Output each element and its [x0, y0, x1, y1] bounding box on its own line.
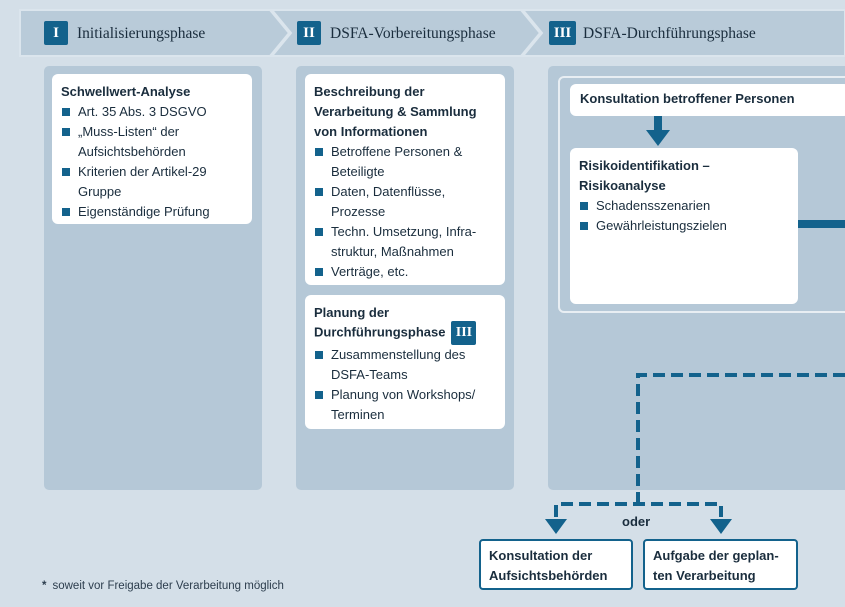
- phase-3-badge: III: [549, 21, 576, 45]
- phase-3-reference-badge: III: [451, 321, 476, 345]
- list-item: Planung von Workshops/ Terminen: [314, 385, 496, 425]
- footnote: [42, 580, 290, 592]
- right-arrow-head: [710, 519, 732, 534]
- affected-persons-consultation-label: Konsultation betroffener Personen: [580, 91, 795, 106]
- phase-3-title: DSFA-Durchführungsphase: [583, 25, 756, 42]
- list-item: Zusammenstellung des DSFA-Teams: [314, 345, 496, 385]
- or-label: oder: [622, 514, 651, 529]
- dashed-feedback-line: [638, 375, 845, 504]
- risk-analysis-title: Risikoidentifikation – Risikoanalyse: [579, 158, 710, 193]
- threshold-analysis-title: Schwellwert-Analyse: [61, 84, 191, 99]
- list-item: Verträge, etc.: [314, 262, 496, 282]
- list-item: Eigenständige Prüfung: [61, 202, 243, 222]
- list-item: Schadensszenarien: [579, 196, 789, 216]
- list-item: Daten, Datenflüsse, Prozesse: [314, 182, 496, 222]
- abandon-processing-box: Aufgabe der geplanten Verarbeitung: [643, 539, 798, 590]
- list-item: Gewährleistungszielen: [579, 216, 789, 236]
- supervisory-authority-consultation-box: Konsultation der Aufsichtsbehörden: [479, 539, 633, 590]
- phase-2-title: DSFA-Vorbereitungsphase: [330, 25, 496, 42]
- execution-planning-title-text: Durchführungsphase: [314, 324, 446, 340]
- list-item: Betroffene Personen & Beteiligte: [314, 142, 496, 182]
- phase-2-badge: II: [297, 21, 321, 45]
- list-item: Techn. Umsetzung, Infrastruktur, Maßnahmen: [314, 222, 496, 262]
- execution-planning-title-1: Planung der: [314, 305, 390, 320]
- list-item: Kriterien der Artikel-29 Gruppe: [61, 162, 243, 202]
- footnote-symbol: *: [42, 580, 47, 592]
- risk-output-line: [798, 220, 845, 228]
- left-arrow-head: [545, 519, 567, 534]
- processing-description-title: Beschreibung der Verarbeitung & Sammlung von Informationen: [314, 84, 477, 139]
- down-arrow-head: [646, 130, 670, 146]
- list-item: „Muss-Listen“ der Aufsichtsbehörden: [61, 122, 243, 162]
- down-arrow-shaft: [654, 116, 662, 132]
- list-item: Art. 35 Abs. 3 DSGVO: [61, 102, 243, 122]
- phase-1-badge: I: [44, 21, 68, 45]
- phase-1-title: Initialisierungsphase: [77, 25, 206, 42]
- footnote-text: soweit vor Freigabe der Verarbeitung möglich: [52, 580, 284, 592]
